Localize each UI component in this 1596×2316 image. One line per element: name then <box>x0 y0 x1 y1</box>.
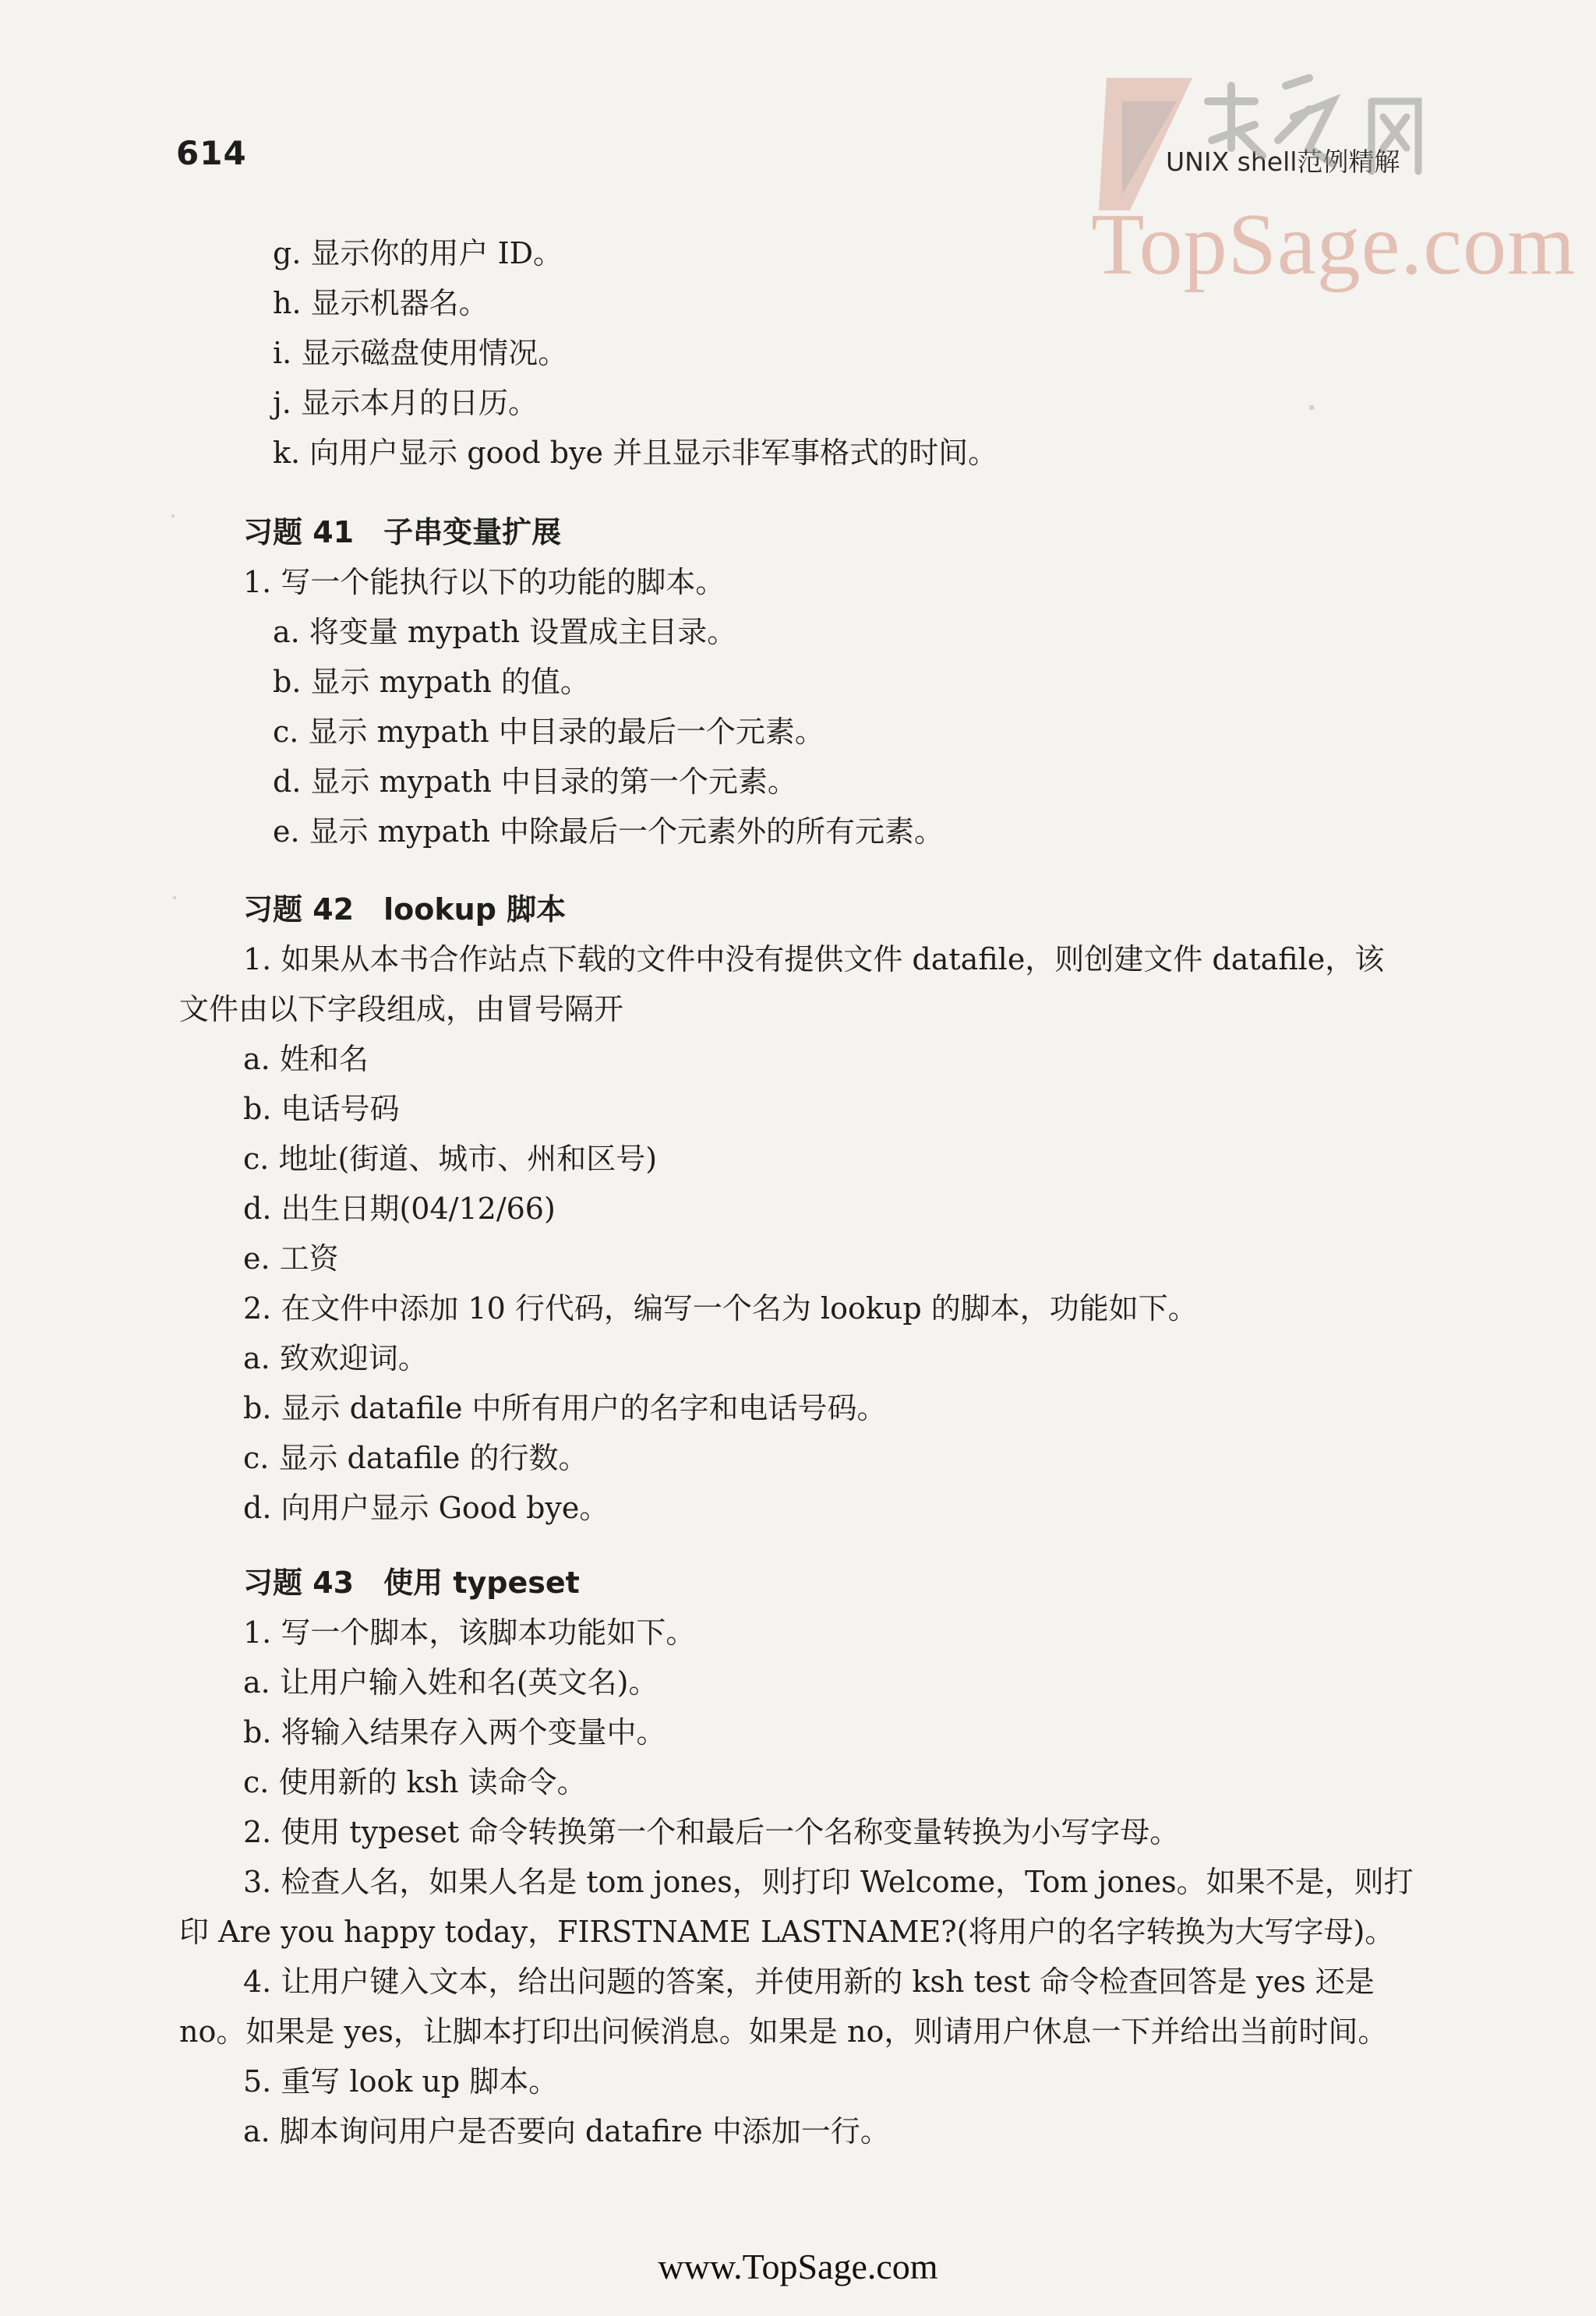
list-item: e. 工资 <box>243 1241 339 1276</box>
watermark-domain: TopSage.com <box>1091 196 1577 293</box>
scan-speck <box>173 896 176 899</box>
page-number: 614 <box>176 134 247 172</box>
list-item: d. 向用户显示 Good bye。 <box>243 1491 609 1525</box>
list-item: e. 显示 mypath 中除最后一个元素外的所有元素。 <box>273 814 945 849</box>
paragraph-line: 1. 写一个能执行以下的功能的脚本。 <box>243 565 726 599</box>
list-item: j. 显示本月的日历。 <box>273 386 538 420</box>
list-item: g. 显示你的用户 ID。 <box>273 236 563 270</box>
list-item: b. 显示 mypath 的值。 <box>273 665 590 699</box>
paragraph-line: 3. 检查人名，如果人名是 tom jones，则打印 Welcome，Tom jones。如果不是，则打 <box>243 1865 1414 1899</box>
list-item: d. 出生日期(04/12/66) <box>243 1192 556 1226</box>
list-item: k. 向用户显示 good bye 并且显示非军事格式的时间。 <box>273 436 998 470</box>
list-item: i. 显示磁盘使用情况。 <box>273 336 568 370</box>
scan-speck <box>1309 405 1314 410</box>
scan-speck <box>171 514 175 517</box>
list-item: c. 显示 mypath 中目录的最后一个元素。 <box>273 715 824 749</box>
list-item: a. 致欢迎词。 <box>243 1341 428 1375</box>
exercise-42-heading <box>243 892 567 927</box>
list-item: c. 显示 datafile 的行数。 <box>243 1441 588 1475</box>
list-item: b. 显示 datafile 中所有用户的名字和电话号码。 <box>243 1391 887 1425</box>
list-item: h. 显示机器名。 <box>273 286 489 320</box>
exercise-number: 习题 43 <box>243 1566 355 1600</box>
footer-url: www.TopSage.com <box>658 2247 938 2286</box>
paragraph-line: 文件由以下字段组成，由冒号隔开 <box>179 992 624 1026</box>
paragraph-line: 2. 使用 typeset 命令转换第一个和最后一个名称变量转换为小写字母。 <box>243 1815 1180 1849</box>
list-item: a. 让用户输入姓和名(英文名)。 <box>243 1665 659 1700</box>
list-item: a. 将变量 mypath 设置成主目录。 <box>273 615 737 649</box>
exercise-number: 习题 42 <box>243 892 355 927</box>
list-item: d. 显示 mypath 中目录的第一个元素。 <box>273 764 797 799</box>
list-item: b. 将输入结果存入两个变量中。 <box>243 1715 666 1749</box>
exercise-43-heading <box>243 1568 580 1598</box>
exercise-title: 使用 typeset <box>383 1566 580 1600</box>
paragraph-line: 2. 在文件中添加 10 行代码，编写一个名为 lookup 的脚本，功能如下。 <box>243 1291 1198 1326</box>
list-item: c. 地址(街道、城市、州和区号) <box>243 1142 658 1176</box>
paragraph-line: no。如果是 yes，让脚本打印出问候消息。如果是 no，则请用户休息一下并给出当前时间。 <box>179 2014 1388 2049</box>
paragraph-line: 1. 如果从本书合作站点下载的文件中没有提供文件 datafile，则创建文件 datafile，该 <box>243 942 1385 976</box>
list-item: c. 使用新的 ksh 读命令。 <box>243 1765 587 1799</box>
exercise-title: 子串变量扩展 <box>383 515 562 549</box>
book-title: UNIX shell范例精解 <box>1166 147 1400 177</box>
exercise-title: lookup 脚本 <box>383 892 567 927</box>
paragraph-line: 1. 写一个脚本，该脚本功能如下。 <box>243 1615 696 1650</box>
exercise-number: 习题 41 <box>243 515 355 549</box>
paragraph-line: 4. 让用户键入文本，给出问题的答案，并使用新的 ksh test 命令检查回答是 yes 还是 <box>243 1965 1375 1999</box>
paragraph-line: 印 Are you happy today，FIRSTNAME LASTNAME?(将用户的名字转换为大写字母)。 <box>179 1915 1395 1949</box>
list-item: a. 姓和名 <box>243 1042 369 1076</box>
exercise-41-heading <box>243 517 561 547</box>
list-item: a. 脚本询问用户是否要向 datafire 中添加一行。 <box>243 2114 890 2148</box>
list-item: b. 电话号码 <box>243 1092 400 1126</box>
paragraph-line: 5. 重写 look up 脚本。 <box>243 2064 559 2099</box>
